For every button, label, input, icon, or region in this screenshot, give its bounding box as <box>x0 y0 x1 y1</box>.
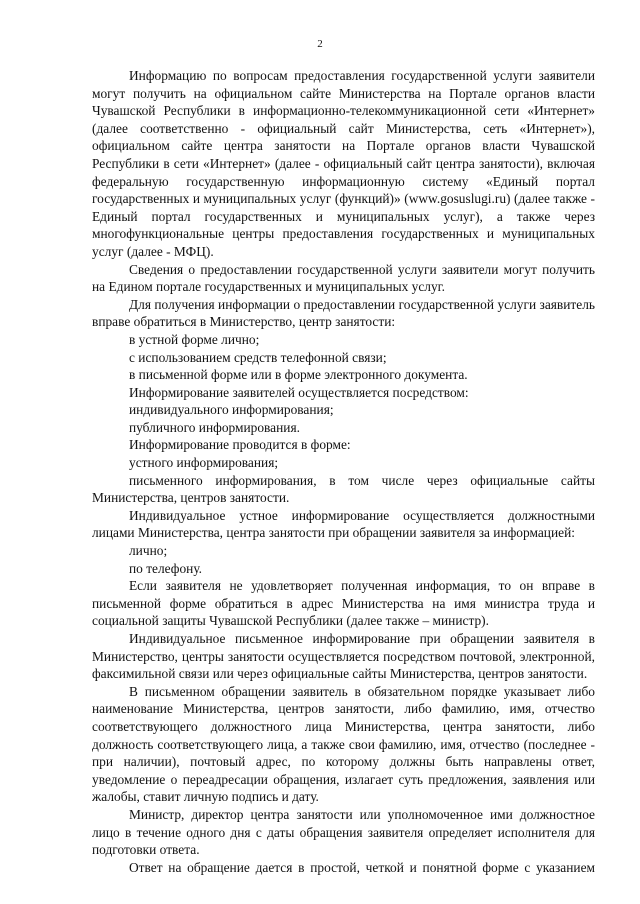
paragraph-written-request: В письменном обращении заявитель в обязательном порядке указывает либо наименование Министерства, центров занятости, либо фамилию, имя, отчество соответствующего должностного лица Министерства, центра занятости, либо должность соответствующего лица, а также свои фамилию, имя, отчество (последнее - при наличии), почтовый адрес, по которому должны быть направлены ответ, уведомление о переадресации обращения, излагает суть предложения, заявления или жалобы, ставит личную подпись и дату. <box>92 683 595 805</box>
document-body <box>92 67 595 876</box>
list-item: индивидуального информирования; <box>129 402 334 418</box>
list-item: в письменной форме или в форме электронного документа. <box>129 367 468 383</box>
paragraph-answer: Ответ на обращение дается в простой, четкой и понятной форме с указанием <box>129 859 595 875</box>
paragraph-oral-informing: Индивидуальное устное информирование осуществляется должностными лицами Министерства, центра занятости при обращении заявителя за информацией: <box>92 507 595 541</box>
list-item: публичного информирования. <box>129 419 300 435</box>
list-item: устного информирования; <box>129 455 279 471</box>
list-item: в устной форме лично; <box>129 331 260 347</box>
page-number: 2 <box>317 38 323 50</box>
list-item: с использованием средств телефонной связи; <box>129 349 387 365</box>
list-item: по телефону. <box>129 560 203 576</box>
paragraph-1: Информацию по вопросам предоставления государственной услуги заявители могут получить на официальном сайте Министерства на Портале органов власти Чувашской Республики в информационно-телекоммуникационной сети «Интернет» (далее соответственно - официальный сайт Министерства, сеть «Интернет»), официальном сайте центра занятости на Портале органов власти Чувашской Республики в сети «Интернет» (далее - официальный сайт центра занятости), включая федеральную государственную информационную систему «Единый портал государственных и муниципальных услуг (функций)» (www.gosuslugi.ru) (далее также - Единый портал государственных и муниципальных услуг), а также через многофункциональные центры предоставления государственных и муниципальных услуг (далее - МФЦ). <box>92 68 595 259</box>
paragraph-2: Сведения о предоставлении государственной услуги заявители могут получить на Едином портале государственных и муниципальных услуг. <box>92 261 595 295</box>
paragraph-informing-means: Информирование заявителей осуществляется посредством: <box>129 384 469 400</box>
paragraph-dissatisfied: Если заявителя не удовлетворяет полученная информация, то он вправе в письменной форме обратиться в адрес Министерства на имя министра труда и социальной защиты Чувашской Республики (далее также – министр). <box>92 578 595 629</box>
list-item: лично; <box>129 543 168 559</box>
paragraph-minister: Министр, директор центра занятости или уполномоченное ими должностное лицо в течение одного дня с даты обращения заявителя определяет исполнителя для подготовки ответа. <box>92 806 595 858</box>
paragraph-written-informing: Индивидуальное письменное информирование при обращении заявителя в Министерство, центры занятости осуществляется посредством почтовой, электронной, факсимильной связи или через официальные сайты Министерства, центров занятости. <box>92 631 595 682</box>
paragraph-3: Для получения информации о предоставлении государственной услуги заявитель вправе обратиться в Министерство, центр занятости: <box>92 296 595 330</box>
paragraph-informing-form: Информирование проводится в форме: <box>129 437 351 453</box>
list-item: письменного информирования, в том числе через официальные сайты Министерства, центров занятости. <box>92 472 595 506</box>
